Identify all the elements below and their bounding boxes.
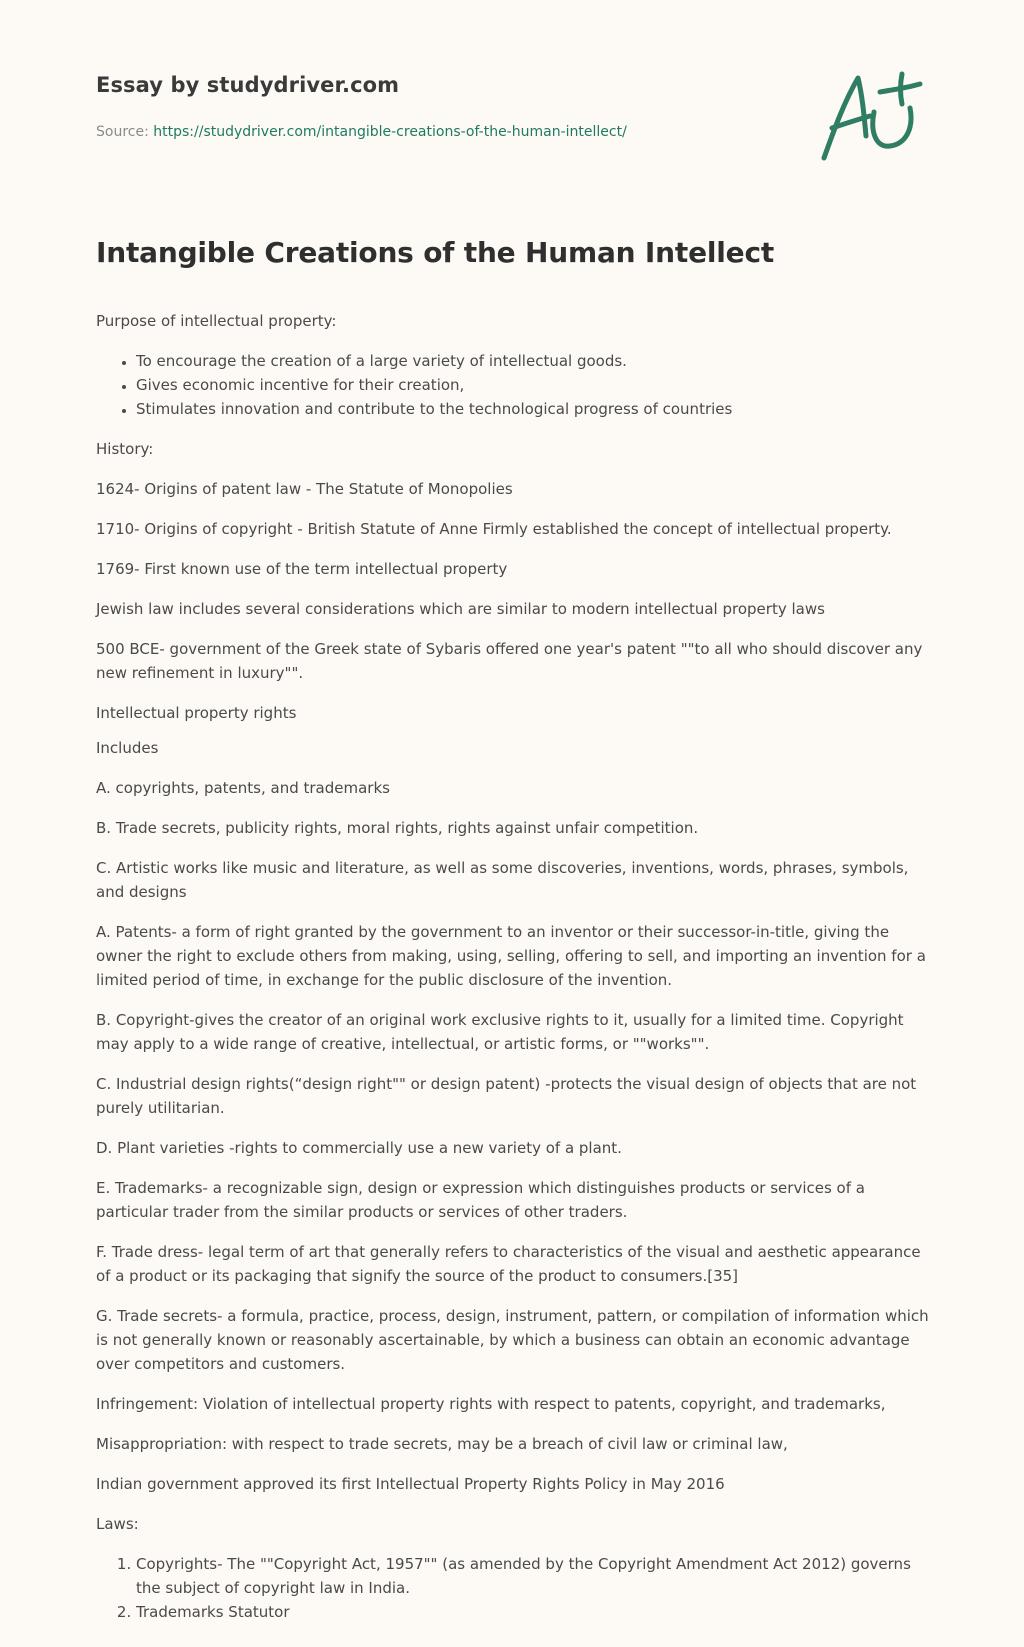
a-plus-logo-icon <box>818 70 928 166</box>
list-item: 2. Trademarks Statutor <box>136 1600 936 1624</box>
paragraph: Misappropriation: with respect to trade secrets, may be a breach of civil law or criminal law, <box>96 1435 788 1453</box>
paragraph: Jewish law includes several considerations which are similar to modern intellectual property laws <box>96 600 825 618</box>
brand-title: Essay by studydriver.com <box>96 73 400 97</box>
header <box>96 0 936 220</box>
paragraph: C. Artistic works like music and literature, as well as some discoveries, inventions, words, phrases, symbols, and designs <box>96 859 909 901</box>
paragraph: Includes <box>96 739 159 757</box>
paragraph: C. Industrial design rights(“design right"" or design patent) -protects the visual design of objects that are not purely utilitarian. <box>96 1075 917 1117</box>
purpose-list <box>96 349 936 421</box>
laws-list <box>96 1552 936 1624</box>
source-line <box>96 124 627 140</box>
list-item: • To encourage the creation of a large variety of intellectual goods. <box>136 349 936 373</box>
paragraph: History: <box>96 440 154 458</box>
paragraph: B. Copyright-gives the creator of an original work exclusive rights to it, usually for a limited time. Copyright may apply to a wide range of creative, intellectual, or artistic forms, or ""works"". <box>96 1011 904 1053</box>
paragraph: 1710- Origins of copyright - British Statute of Anne Firmly established the concept of intellectual property. <box>96 520 892 538</box>
list-item: • Stimulates innovation and contribute to the technological progress of countries <box>136 397 936 421</box>
paragraph: B. Trade secrets, publicity rights, moral rights, rights against unfair competition. <box>96 819 699 837</box>
paragraph: A. Patents- a form of right granted by the government to an inventor or their successor-in-title, giving the owner the right to exclude others from making, using, selling, offering to sell, and importing an invention for a limited period of time, in exchange for the public disclosure of the invention. <box>96 923 926 989</box>
list-item: • Gives economic incentive for their creation, <box>136 373 936 397</box>
paragraph: F. Trade dress- legal term of art that generally refers to characteristics of the visual and aesthetic appearance of a product or its packaging that signify the source of the product to consumers.[35] <box>96 1243 921 1285</box>
paragraph: Laws: <box>96 1515 139 1533</box>
paragraph: A. copyrights, patents, and trademarks <box>96 779 390 797</box>
paragraph: 500 BCE- government of the Greek state of Sybaris offered one year's patent ""to all who should discover any new refinement in luxury"". <box>96 640 923 682</box>
list-item: 1. Copyrights- The ""Copyright Act, 1957"" (as amended by the Copyright Amendment Act 2012) governs the subject of copyright law in India. <box>136 1552 936 1600</box>
paragraph: Intellectual property rights <box>96 704 297 722</box>
source-label: Source: <box>96 124 154 140</box>
paragraph: Purpose of intellectual property: <box>96 312 337 330</box>
essay-page <box>96 0 936 1621</box>
paragraph: 1624- Origins of patent law - The Statute of Monopolies <box>96 480 513 498</box>
source-link[interactable]: https://studydriver.com/intangible-creations-of-the-human-intellect/ <box>153 124 627 140</box>
paragraph: G. Trade secrets- a formula, practice, process, design, instrument, pattern, or compilation of information which is not generally known or reasonably ascertainable, by which a business can obtain an economic advantage over competitors and customers. <box>96 1307 929 1373</box>
essay-body <box>96 309 936 1640</box>
essay-title: Intangible Creations of the Human Intellect <box>96 236 775 269</box>
paragraph: E. Trademarks- a recognizable sign, design or expression which distinguishes products or services of a particular trader from the similar products or services of other traders. <box>96 1179 865 1221</box>
paragraph: Indian government approved its first Intellectual Property Rights Policy in May 2016 <box>96 1475 725 1493</box>
paragraph: Infringement: Violation of intellectual property rights with respect to patents, copyright, and trademarks, <box>96 1395 886 1413</box>
paragraph: 1769- First known use of the term intellectual property <box>96 560 508 578</box>
paragraph: D. Plant varieties -rights to commercially use a new variety of a plant. <box>96 1139 622 1157</box>
